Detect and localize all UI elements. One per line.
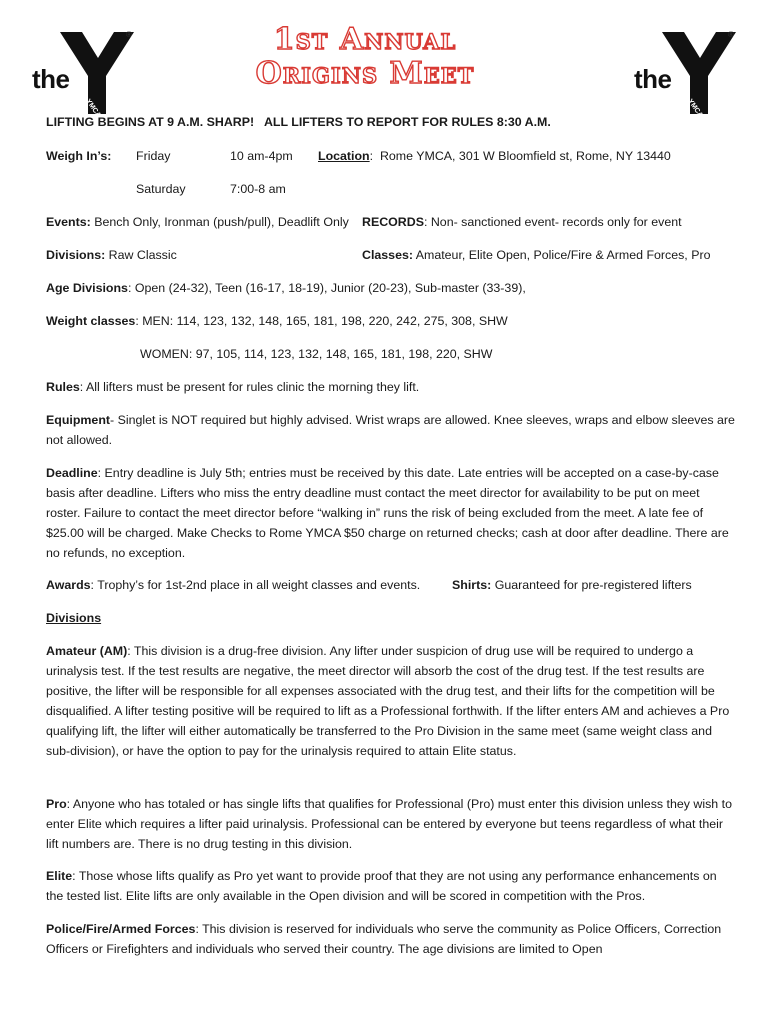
weigh-in-time-1: 10 am-4pm: [230, 149, 293, 163]
elite-value: : Those whose lifts qualify as Pro yet want to provide proof that they are not using any performance enhancements on the tested list. Elite lifts are only available in the Open division and will be scored in competition with the Pros.: [46, 869, 717, 903]
logo-ymca-text: YMCA: [84, 98, 102, 119]
shirts-label: Shirts:: [452, 578, 492, 592]
location-value: : Rome YMCA, 301 W Bloomfield st, Rome, NY 13440: [369, 149, 671, 163]
equipment-value: - Singlet is NOT required but highly advised. Wrist wraps are allowed. Knee sleeves, wraps and elbow sleeves are not allowed.: [46, 413, 735, 447]
logo-ymca-text: YMCA: [686, 98, 704, 119]
weight-classes-men: : MEN: 114, 123, 132, 148, 165, 181, 198, 220, 242, 275, 308, SHW: [135, 314, 508, 328]
classes-line: [362, 245, 710, 265]
amateur-paragraph: [46, 641, 736, 761]
divisions-label: Divisions:: [46, 248, 106, 262]
ymca-logo-left: [30, 26, 140, 119]
classes-value: Amateur, Elite Open, Police/Fire & Armed Forces, Pro: [412, 248, 711, 262]
age-divisions-line: [46, 278, 526, 298]
weigh-ins-label: Weigh In’s:: [46, 149, 112, 163]
divisions-heading: Divisions: [46, 611, 102, 625]
ymca-logo-right: [632, 26, 742, 119]
announcement: LIFTING BEGINS AT 9 A.M. SHARP! ALL LIFTERS TO REPORT FOR RULES 8:30 A.M.: [46, 115, 551, 129]
shirts-value: Guaranteed for pre-registered lifters: [491, 578, 692, 592]
elite-paragraph: [46, 866, 736, 906]
age-divisions-label: Age Divisions: [46, 281, 128, 295]
weigh-in-day-1: Friday: [136, 149, 171, 163]
police-label: Police/Fire/Armed Forces: [46, 922, 196, 936]
equipment-label: Equipment: [46, 413, 111, 427]
awards-line: [46, 575, 420, 595]
registered-mark: ®: [728, 30, 734, 39]
records-line: [362, 212, 682, 232]
rules-label: Rules: [46, 380, 80, 394]
pro-value: : Anyone who has totaled or has single lifts that qualifies for Professional (Pro) must enter this division unless they wish to enter Elite which requires a lifter paid urinalysis. Professional can be entered by everyone but teens regardless of what their lift numbers are. There is no drug testing in this division.: [46, 797, 732, 851]
logo-the-text: the: [634, 64, 672, 94]
amateur-label-end: ): [123, 644, 128, 658]
awards-value: : Trophy’s for 1st-2nd place in all weight classes and events.: [90, 578, 421, 592]
deadline-value: : Entry deadline is July 5th; entries must be received by this date. Late entries will be accepted on a case-by-case basis after deadline. Lifters who miss the entry deadline must contact the meet director for availability to be put on meet roster. Failure to contact the meet director before “walking in” runs the risk of being excluded from the meet. A late fee of $25.00 will be charged. Make Checks to Rome YMCA $50 charge on returned checks; cash at door after deadline. There are no refunds, no exception.: [46, 466, 729, 560]
registered-mark: ®: [126, 30, 132, 39]
amateur-value: : This division is a drug-free division. Any lifter under suspicion of drug use will be required to undergo a urinalysis test. If the test results are negative, the meet director will absorb the cost of the drug test. If the test results are positive, the lifter will be responsible for all expenses associated with the drug test, and their lifts for the competition will be disqualified. A lifter testing positive will be required to lift as a Professional forthwith. If the lifter enters AM and achieves a Pro qualifying lift, the lifter will either automatically be transferred to the Pro Division in the same meet (same weight class and sub-division), or have the option to pay for the urinalysis required to attain Elite status.: [46, 644, 730, 758]
weight-classes-women: WOMEN: 97, 105, 114, 123, 132, 148, 165, 181, 198, 220, SHW: [140, 347, 493, 361]
pro-label: Pro: [46, 797, 67, 811]
shirts-line: [452, 575, 692, 595]
location-line: [318, 146, 671, 166]
records-value: : Non- sanctioned event- records only for event: [423, 215, 682, 229]
amateur-label: Amateur (AM: [46, 644, 124, 658]
awards-label: Awards: [46, 578, 91, 592]
police-value: : This division is reserved for individuals who serve the community as Police Officers, Correction Officers or Firefighters and individuals who served their country. The age divisions are limited to Open: [46, 922, 722, 956]
age-divisions-value: : Open (24-32), Teen (16-17, 18-19), Junior (20-23), Sub-master (33-39),: [127, 281, 526, 295]
rules-value: : All lifters must be present for rules clinic the morning they lift.: [79, 380, 420, 394]
weight-classes-men-line: [46, 311, 508, 331]
divisions-line: [46, 245, 177, 265]
elite-label: Elite: [46, 869, 73, 883]
deadline-label: Deadline: [46, 466, 98, 480]
police-paragraph: [46, 919, 736, 959]
pro-paragraph: [46, 794, 736, 854]
weigh-in-time-2: 7:00-8 am: [230, 182, 286, 196]
events-label: Events:: [46, 215, 91, 229]
classes-label: Classes:: [362, 248, 413, 262]
events-value: Bench Only, Ironman (push/pull), Deadlift Only: [90, 215, 349, 229]
events-line: [46, 212, 349, 232]
records-label: RECORDS: [362, 215, 424, 229]
weight-classes-label: Weight classes: [46, 314, 136, 328]
divisions-value: Raw Classic: [105, 248, 177, 262]
deadline-paragraph: [46, 463, 736, 563]
title-line-2: Origins Meet: [255, 56, 475, 91]
logo-the-text: the: [32, 64, 70, 94]
rules-line: [46, 377, 419, 397]
title-line-1: 1st Annual: [273, 22, 457, 57]
equipment-paragraph: [46, 410, 736, 450]
weigh-in-day-2: Saturday: [136, 182, 186, 196]
location-label: Location: [318, 149, 370, 163]
